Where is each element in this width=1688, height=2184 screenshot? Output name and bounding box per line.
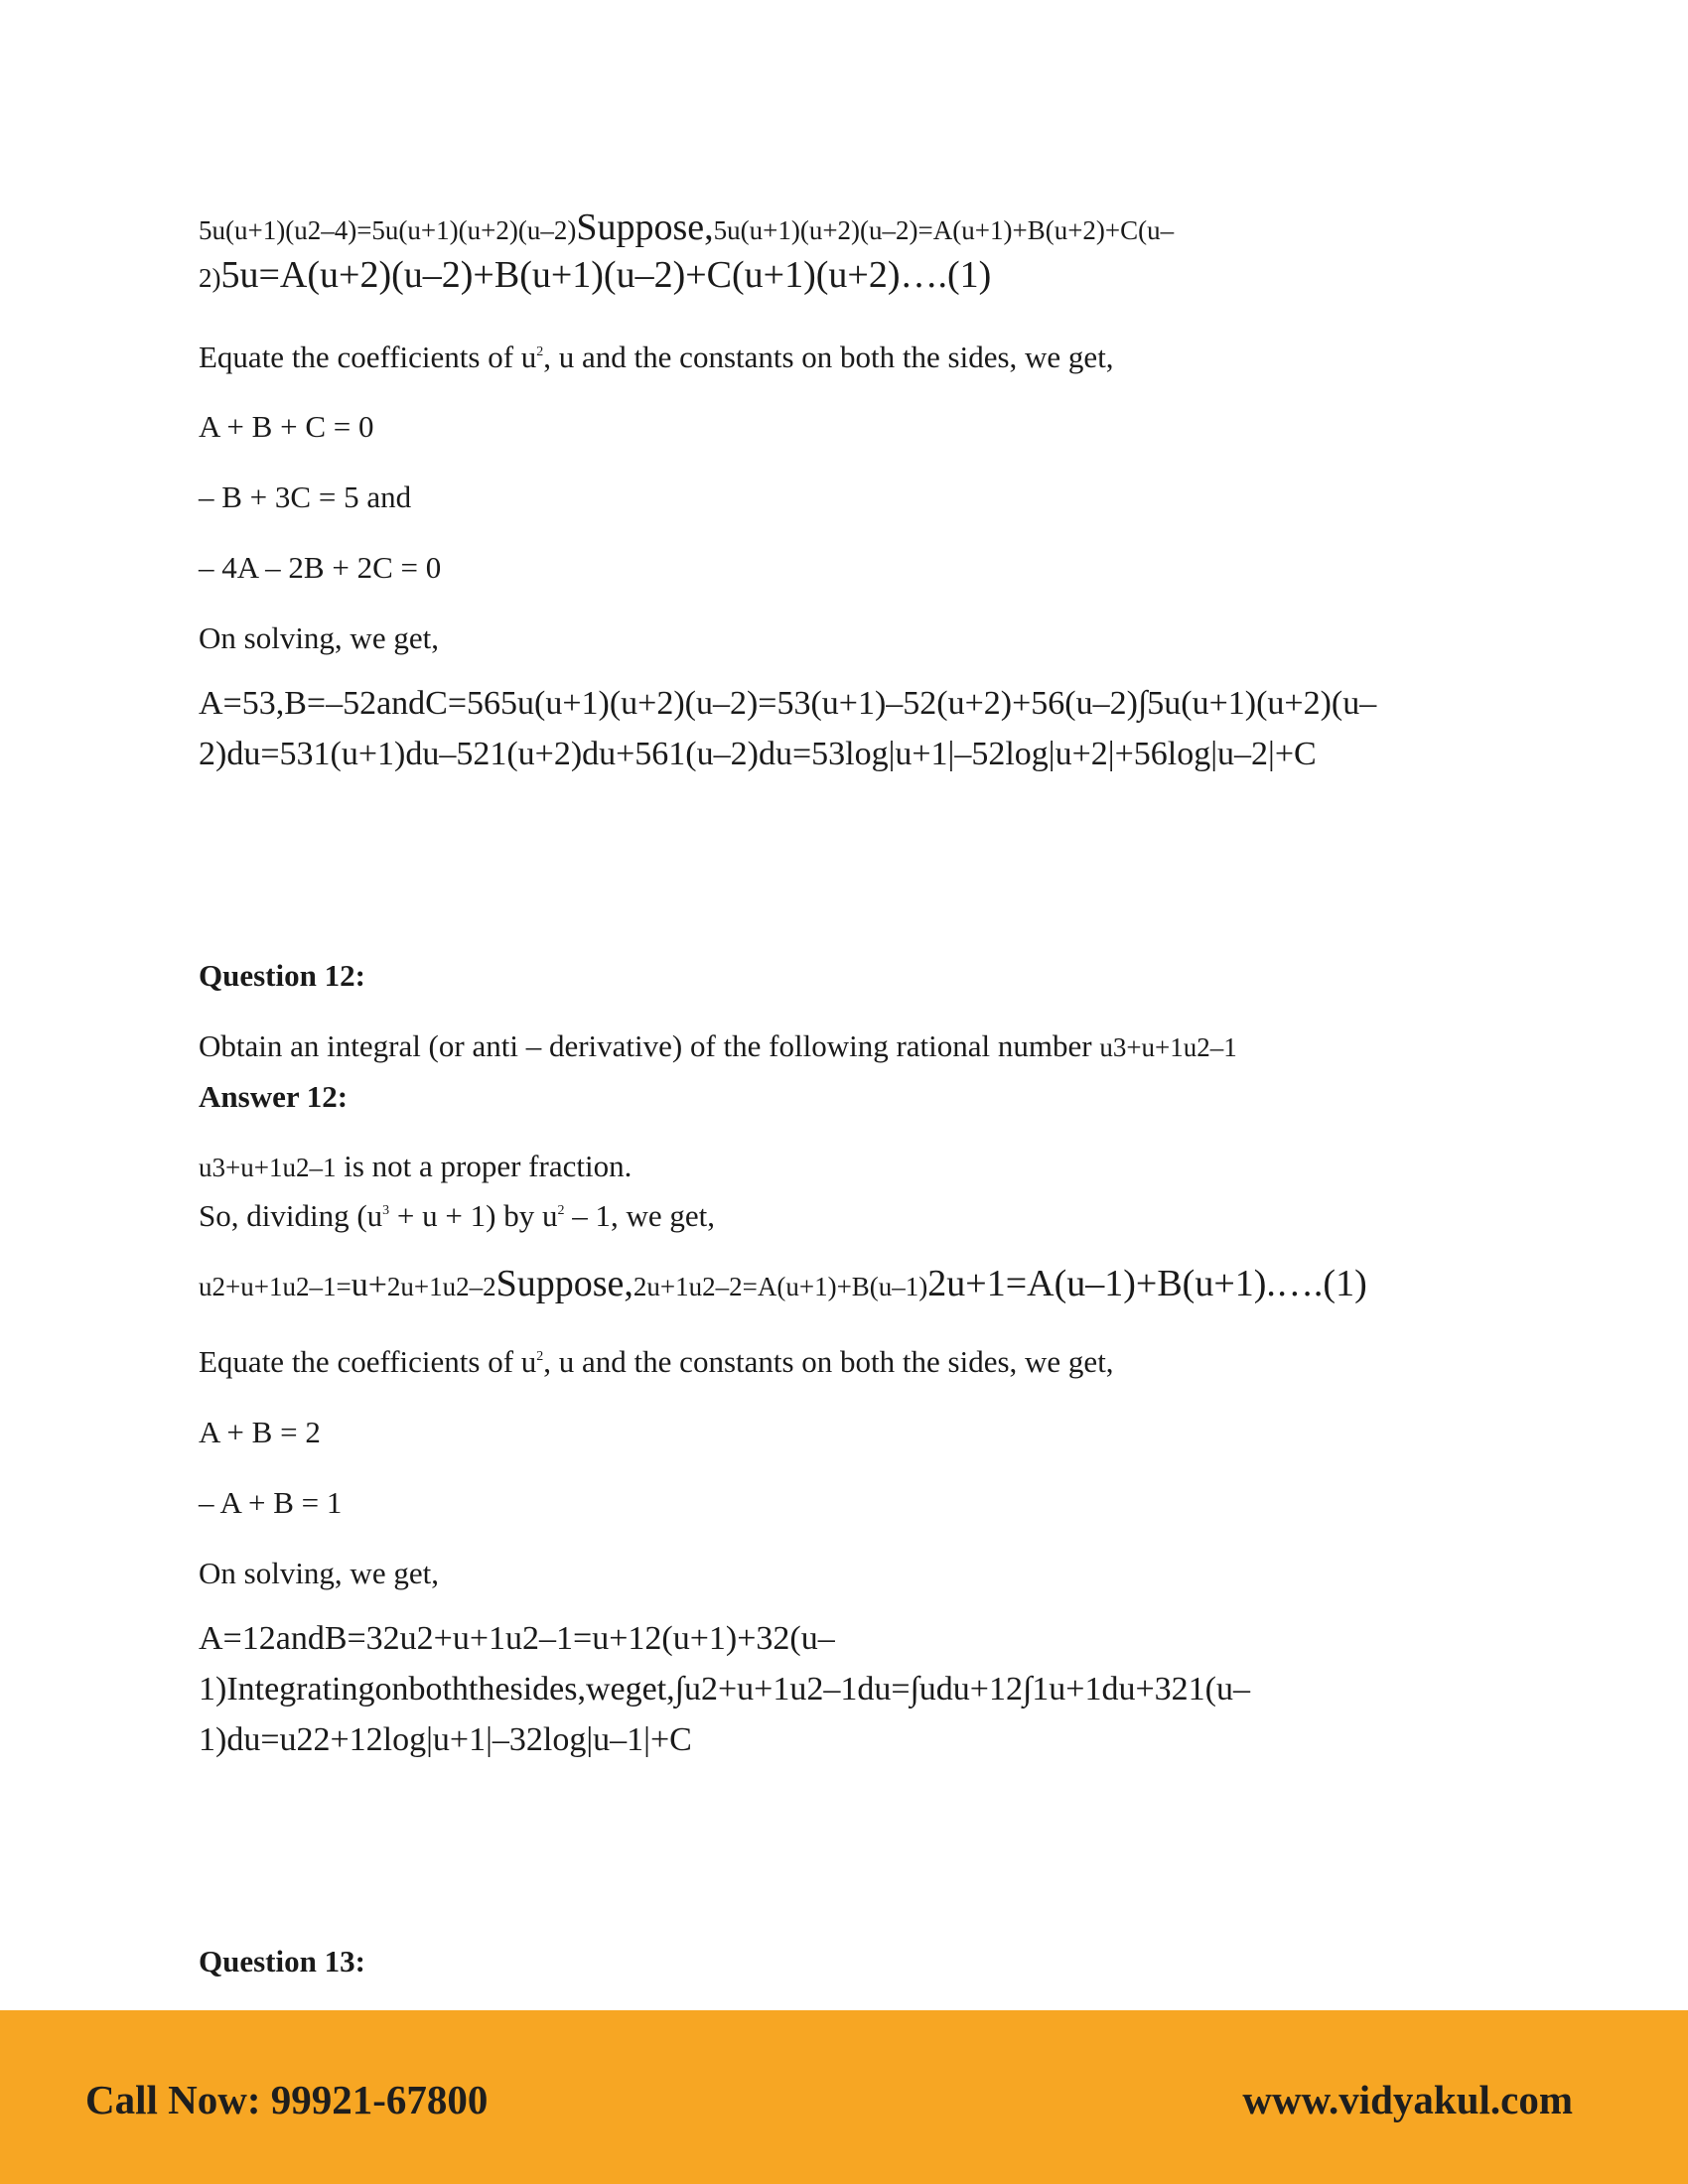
paragraph	[199, 1342, 1114, 1382]
equation-part: 2)	[199, 263, 221, 293]
superscript: 2	[557, 1203, 565, 1218]
text-part: Obtain an integral (or anti – derivative) of the following rational number	[199, 1028, 1092, 1063]
text-part: , u and the constants on both the sides, we get,	[543, 1344, 1114, 1379]
equation-part: 1)Integratingonboththesides,weget,∫u2+u+1u2–1du=∫udu+12∫1u+1du+321(u–	[199, 1671, 1250, 1707]
equation-part: 1)du=u22+12log|u+1|–32log|u–1|+C	[199, 1721, 692, 1758]
text-part: Equate the coefficients of u	[199, 1344, 537, 1379]
equation-text: A + B = 2	[199, 1415, 321, 1449]
text-part: So, dividing (u	[199, 1198, 383, 1233]
equation-text: – A + B = 1	[199, 1485, 343, 1520]
equation-line	[199, 1669, 1250, 1712]
footer-banner	[0, 2010, 1688, 2184]
equation-part: A=12andB=32u2+u+1u2–1=u+12(u+1)+32(u–	[199, 1620, 835, 1657]
paragraph: On solving, we get,	[199, 1556, 439, 1590]
equation-line	[199, 734, 1317, 777]
paragraph	[199, 1147, 632, 1187]
equation-text: A + B + C = 0	[199, 409, 374, 444]
question-heading: Question 12:	[199, 958, 365, 993]
equation-part: u2+u+1u2–1=	[199, 1272, 352, 1301]
superscript: 2	[536, 344, 544, 359]
question-heading: Question 13:	[199, 1944, 365, 1979]
equation-part: 5u(u+1)(u+2)(u–2)=A(u+1)+B(u+2)+C(u–	[713, 215, 1175, 245]
equation-part: A=53,B=–52andC=565u(u+1)(u+2)(u–2)=53(u+1)–52(u+2)+56(u–2)∫5u(u+1)(u+2)(u–	[199, 685, 1377, 722]
equation-part: 2)du=531(u+1)du–521(u+2)du+561(u–2)du=53log|u+1|–52log|u+2|+56log|u–2|+C	[199, 736, 1317, 772]
equation-part: 5u(u+1)(u2–4)=5u(u+1)(u+2)(u–2)	[199, 215, 577, 245]
text-part: + u + 1) by u	[389, 1198, 558, 1233]
equation-part: Suppose,	[495, 1263, 633, 1304]
expression: u3+u+1u2–1	[1099, 1032, 1237, 1062]
text-part: – 1, we get,	[564, 1198, 715, 1233]
paragraph	[199, 1196, 715, 1236]
expression: u3+u+1u2–1	[199, 1153, 337, 1182]
equation-text: – 4A – 2B + 2C = 0	[199, 550, 442, 585]
superscript: 3	[382, 1203, 390, 1218]
equation-part: 2u+1=A(u–1)+B(u+1).….(1)	[927, 1263, 1367, 1304]
equation-line	[199, 1719, 692, 1763]
equation-part: 2u+1u2–2=A(u+1)+B(u–1)	[633, 1272, 928, 1301]
phone-number[interactable]: Call Now: 99921-67800	[85, 2077, 489, 2122]
text-part: , u and the constants on both the sides, we get,	[543, 340, 1114, 374]
equation-line	[199, 683, 1376, 727]
equation-text: – B + 3C = 5 and	[199, 479, 412, 514]
paragraph: On solving, we get,	[199, 620, 439, 655]
text-part: is not a proper fraction.	[336, 1149, 633, 1183]
equation-part: 2u+1u2–2	[386, 1272, 496, 1301]
equation-line	[199, 1263, 1367, 1308]
equation-part: Suppose,	[576, 206, 714, 248]
equation-line	[199, 254, 991, 300]
superscript: 2	[536, 1349, 544, 1364]
website-link[interactable]: www.vidyakul.com	[1242, 2077, 1573, 2122]
paragraph	[199, 338, 1114, 377]
equation-line	[199, 1618, 835, 1662]
equation-part: 5u=A(u+2)(u–2)+B(u+1)(u–2)+C(u+1)(u+2)….(1)	[220, 254, 992, 296]
text-part: Equate the coefficients of u	[199, 340, 537, 374]
answer-heading: Answer 12:	[199, 1079, 349, 1114]
equation-part: u+	[351, 1267, 387, 1303]
equation-line	[199, 206, 1174, 252]
question-text	[199, 1026, 1237, 1068]
